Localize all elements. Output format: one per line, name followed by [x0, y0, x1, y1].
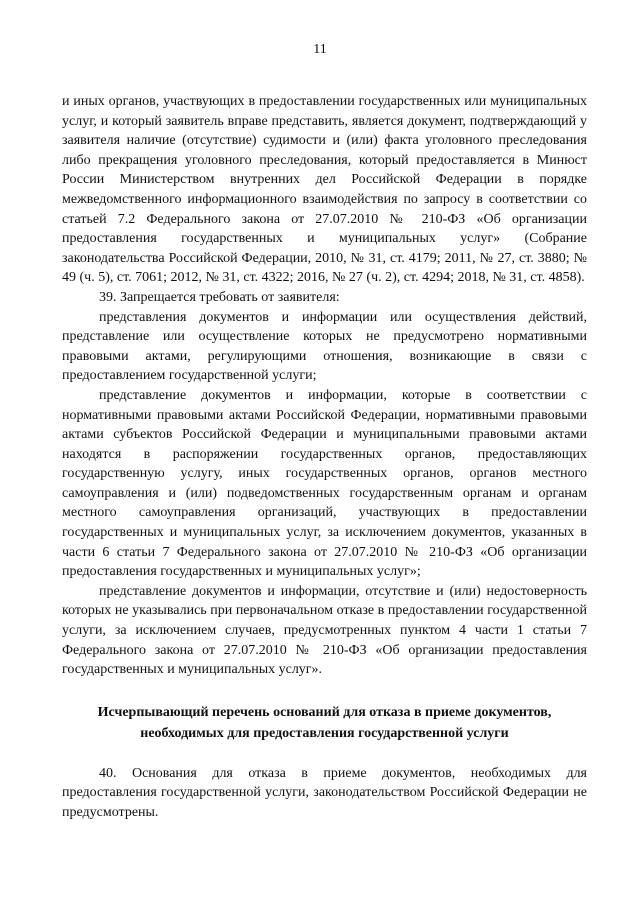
paragraph-item-39: 39. Запрещается требовать от заявителя: — [99, 289, 340, 305]
section-heading: Исчерпывающий перечень оснований для отказа в приеме документов, необходимых для предоставления государственной услуги — [97, 704, 552, 741]
paragraph-item-40: 40. Основания для отказа в приеме документов, необходимых для предоставления государственной услуги, законодательством Российской Федерации не предусмотрены. — [62, 765, 587, 820]
paragraph-subitem-3: представление документов и информации, отсутствие и (или) недостоверность которых не указывались при первоначальном отказе в предоставлении государственной услуги, за исключением случаев, предусмотренных пунктом 4 части 1 статьи 7 Федерального закона от 27.07.2010 № 210-ФЗ «Об организации предоставления государственных и муниципальных услуг». — [62, 583, 587, 678]
paragraph-subitem-2: представление документов и информации, которые в соответствии с нормативными правовыми актами Российской Федерации, нормативными правовыми актами субъектов Российской Федерации и муниципальными правовыми актами находятся в распоряжении государственных органов, предоставляющих государственную услугу, иных государственных органов, органов местного самоуправления и (или) подведомственных государственным органам и органам местного самоуправления организаций, участвующих в предоставлении государственных и муниципальных услуг, за исключением документов, указанных в части 6 статьи 7 Федерального закона от 27.07.2010 № 210-ФЗ «Об организации предоставления государственных и муниципальных услуг»; — [62, 387, 587, 580]
page-number: 11 — [313, 42, 327, 57]
paragraph-continuation: и иных органов, участвующих в предоставлении государственных или муниципальных услуг, и который заявитель вправе представить, является документ, подтверждающий у заявителя наличие (отсутствие) судимости и (или) факта уголовного преследования либо прекращения уголовного преследования, который предоставляется в Минюст России Министерством внутренних дел Российской Федерации в порядке межведомственного информационного взаимодействия по запросу в соответствии со статьей 7.2 Федерального закона от 27.07.2010 № 210-ФЗ «Об организации предоставления государственных и муниципальных услуг» (Собрание законодательства Российской Федерации, 2010, № 31, ст. 4179; 2011, № 27, ст. 3880; № 49 (ч. 5), ст. 7061; 2012, № 31, ст. 4322; 2016, № 27 (ч. 2), ст. 4294; 2018, № 31, ст. 4858). — [62, 94, 587, 286]
document-body — [62, 92, 587, 823]
paragraph-subitem-1: представления документов и информации или осуществления действий, представление или осуществление которых не предусмотрено нормативными правовыми актами, регулирующими отношения, возникающие в связи с предоставлением государственной услуги; — [62, 309, 587, 384]
